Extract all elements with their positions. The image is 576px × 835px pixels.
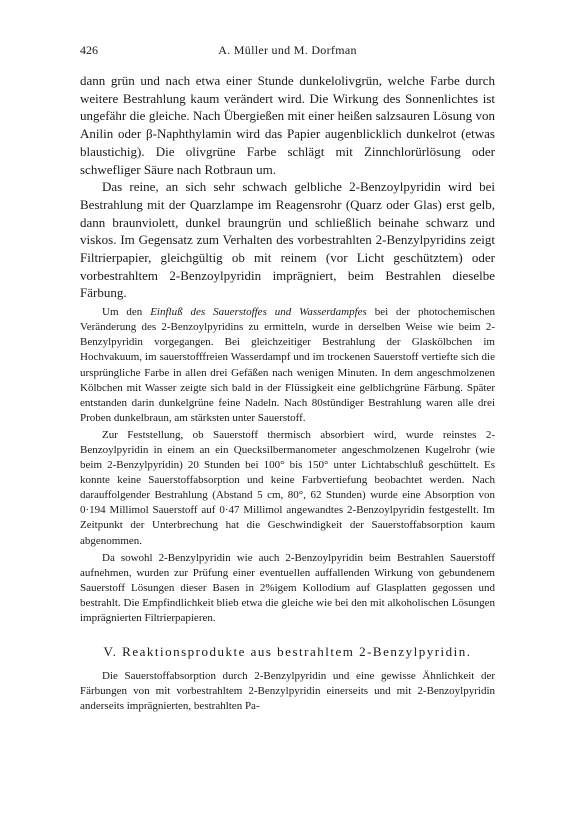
paragraph-6-small: Die Sauerstoffabsorption durch 2-Benzylpyridin und eine gewisse Ähnlichkeit der Färbungen von mit vorbestrahltem 2-Benzylpyridin einerseits und mit 2-Benzoylpyridin anderseits imprägnierten, bestrahlten Pa-	[80, 669, 495, 712]
paragraph-3-emphasis: Einfluß des Sauerstoffes und Wasserdampfes	[150, 306, 367, 319]
page-number: 426	[80, 43, 98, 57]
paragraph-1: dann grün und nach etwa einer Stunde dunkelolivgrün, welche Farbe durch weitere Bestrahlung kaum verändert wird. Die Wirkung des Sonnenlichtes ist ungefähr die gleiche. Nach Übergießen mit einer heißen salzsauren Lösung von Anilin oder β-Naphthylamin wird das Papier augenblicklich dunkelrot (etwas blaustichig). Die olivgrüne Farbe schlägt mit Zinnchlorürlösung oder schwefliger Säure nach Rotbraun um.	[80, 73, 495, 177]
page-header	[80, 43, 495, 59]
paragraph-5-small: Da sowohl 2-Benzylpyridin wie auch 2-Benzoylpyridin beim Bestrahlen Sauerstoff aufnehmen, wurden zur Prüfung einer eventuellen auffallenden Wirkung von gebundenem Sauerstoff Lösungen dieser Basen in 2%igem Kollodium auf Glasplatten gegossen und bestrahlt. Die Empfindlichkeit blieb etwa die gleiche wie bei den mit alkoholischen Lösungen imprägnierten Filtrierpapieren.	[80, 551, 495, 625]
page-body	[80, 72, 495, 714]
section-heading: V. Reaktionsprodukte aus bestrahltem 2-Benzylpyridin.	[103, 644, 472, 660]
paragraph-2: Das reine, an sich sehr schwach gelbliche 2-Benzoylpyridin wird bei Bestrahlung mit der Quarzlampe im Reagensrohr (Quarz oder Glas) erst gelb, dann braunviolett, dunkel braungrün und schließlich beinahe schwarz und viskos. Im Gegensatz zum Verhalten des vorbestrahlten 2-Benzylpyridins zeigt Filtrierpapier, gleichgültig ob mit reinem (vor Licht geschütztem) oder vorbestrahltem 2-Benzoylpyridin imprägniert, beim Bestrahlen dieselbe Färbung.	[80, 179, 495, 301]
paragraph-3-start: Um den	[102, 306, 151, 319]
running-title: A. Müller und M. Dorfman	[218, 43, 357, 57]
paragraph-3-rest: bei der photochemischen Veränderung des 2-Benzoylpyridins zu ermitteln, wurde in derselben Weise wie beim 2-Benzylpyridin vorgegangen. Bei gleichzeitiger Bestrahlung der Glaskölbchen im Hochvakuum, im sauerstofffreien Wasserdampf und im trockenen Sauerstoff vertiefte sich die ursprüngliche Farbe in allen drei Gefäßen nach wenigen Minuten. In dem angeschmolzenen Kölbchen mit Wasser zeigte sich bald in der Flüssigkeit eine gelblichgrüne Färbung. Später entstanden darin dunkelgrüne feine Nadeln. Nach 80stündiger Bestrahlung waren alle drei Proben dunkelbraun, am stärksten unter Sauerstoff.	[80, 306, 495, 424]
paragraph-4-small: Zur Feststellung, ob Sauerstoff thermisch absorbiert wird, wurde reinstes 2-Benzoylpyridin in einem an ein Quecksilbermanometer angeschmolzenen Kugelrohr (wie beim 2-Benzylpyridin) 20 Stunden bei 100° bis 150° unter Lichtabschluß geschüttelt. Es konnte keine Sauerstoffabsorption und keine Farbvertiefung beobachtet werden. Nach darauffolgender Bestrahlung (Abstand 5 cm, 80°, 62 Stunden) wurde eine Absorption von 0·194 Millimol Sauerstoff auf 0·47 Millimol angewandtes 2-Benzoylpyridin festgestellt. Im Zeitpunkt der Unterbrechung hat die Geschwindigkeit der Sauerstoffabsorption kaum abgenommen.	[80, 428, 495, 547]
paragraph-3-small	[80, 305, 495, 426]
